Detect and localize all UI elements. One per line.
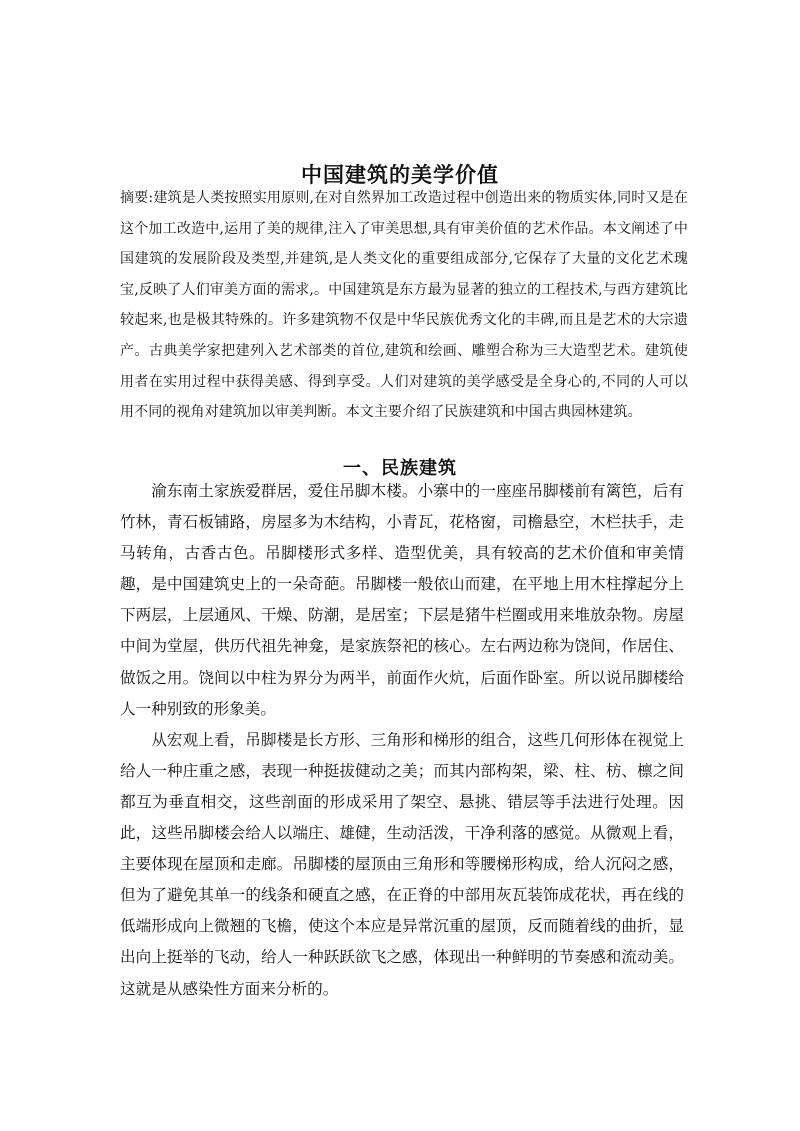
abstract-paragraph: 摘要:建筑是人类按照实用原则,在对自然界加工改造过程中创造出来的物质实体,同时又是在这个加工改造中,运用了美的规律,注入了审美思想,具有审美价值的艺术作品。本文阐述了中国建筑的发展阶段及类型,并建筑,是人类文化的重要组成部分,它保存了大量的文化艺术瑰宝,反映了人们审美方面的需求,。中国建筑是东方最为显著的独立的工程技术,与西方建筑比较起来,也是极其特殊的。许多建筑物不仅是中华民族优秀文化的丰碑,而且是艺术的大宗遗产。古典美学家把建列入艺术部类的首位,建筑和绘画、雕塑合称为三大造型艺术。建筑使用者在实用过程中获得美感、得到享受。人们对建筑的美学感受是全身心的,不同的人可以用不同的视角对建筑加以审美判断。本文主要介绍了民族建筑和中国古典园林建筑。	[120, 190, 688, 421]
section-heading-ethnic-architecture: 一、民族建筑	[343, 457, 457, 479]
body-paragraph-1: 渝东南土家族爱群居，爱住吊脚木楼。小寨中的一座座吊脚楼前有篱笆，后有竹林，青石板铺路，房屋多为木结构，小青瓦，花格窗，司檐悬空，木栏扶手，走马转角，古香古色。吊脚楼形式多样、造型优美，具有较高的艺术价值和审美情趣，是中国建筑史上的一朵奇葩。吊脚楼一般依山而建，在平地上用木柱撑起分上下两层，上层通风、干燥、防潮，是居室；下层是猪牛栏圈或用来堆放杂物。房屋中间为堂屋，供历代祖先神龛，是家族祭祀的核心。左右两边称为饶间，作居住、做饭之用。饶间以中柱为界分为两半，前面作火炕，后面作卧室。所以说吊脚楼给人一种别致的形象美。	[120, 482, 684, 718]
section-body	[120, 476, 684, 1005]
body-paragraph-2: 从宏观上看，吊脚楼是长方形、三角形和梯形的组合，这些几何形体在视觉上给人一种庄重之感，表现一种挺拔健动之美；而其内部构架，梁、柱、枋、檩之间都互为垂直相交，这些剖面的形成采用了架空、悬挑、错层等手法进行处理。因此，这些吊脚楼会给人以端庄、雄健，生动活泼，干净利落的感觉。从微观上看，主要体现在屋顶和走廊。吊脚楼的屋顶由三角形和等腰梯形构成，给人沉闷之感，但为了避免其单一的线条和硬直之感，在正脊的中部用灰瓦装饰成花状，再在线的低端形成向上微翘的飞檐，使这个本应是异常沉重的屋顶，反而随着线的曲折，显出向上挺举的飞动，给人一种跃跃欲飞之感，体现出一种鲜明的节奏感和流动美。这就是从感染性方面来分析的。	[120, 730, 684, 998]
document-title: 中国建筑的美学价值	[301, 162, 499, 188]
